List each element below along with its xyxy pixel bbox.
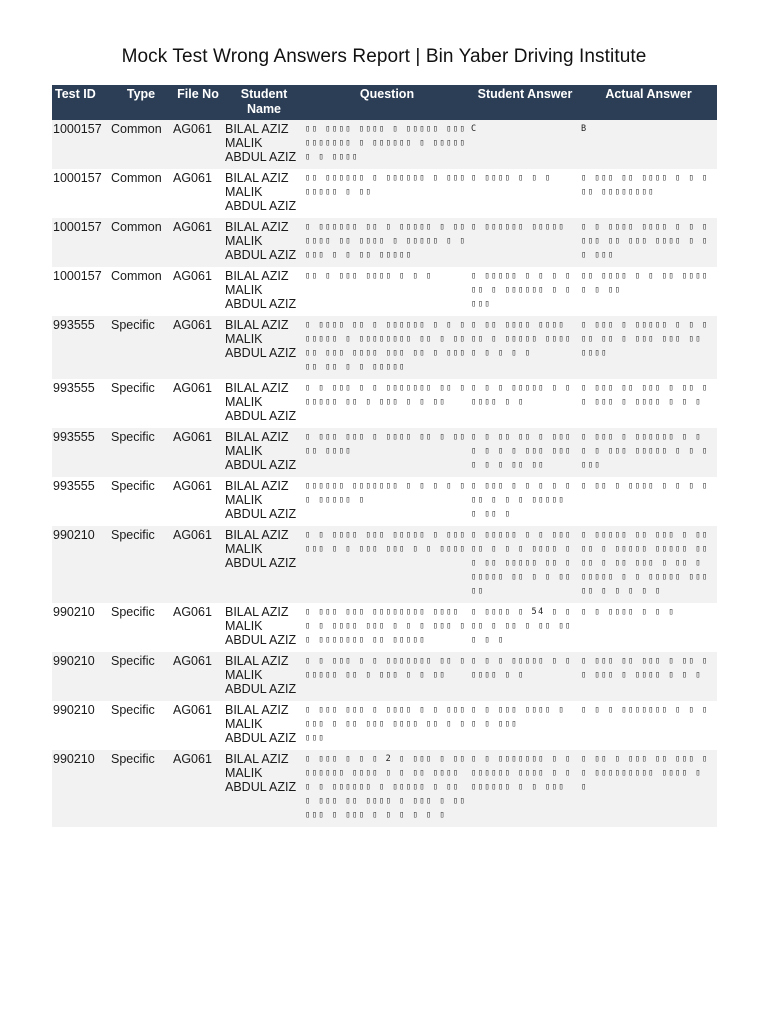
cell-file-no-text: AG061 <box>173 528 212 542</box>
cell-student-name-text: BILAL AZIZ MALIK ABDUL AZIZ <box>225 318 297 360</box>
cell-file-no <box>172 750 224 827</box>
cell-question <box>304 218 470 267</box>
cell-question-text: ▯ ▯▯▯▯▯▯ ▯▯ ▯ ▯▯▯▯▯ ▯ ▯▯▯▯▯▯ ▯▯ ▯▯▯▯ ▯ ▯▯▯▯▯ ▯ ▯▯▯▯ ▯ ▯ ▯▯ ▯▯▯▯▯ <box>305 222 467 260</box>
cell-actual-answer <box>580 428 717 477</box>
cell-student-answer <box>470 379 580 428</box>
table-row <box>52 379 717 428</box>
cell-type <box>110 526 172 603</box>
cell-file-no-text: AG061 <box>173 703 212 717</box>
cell-actual-answer-text: ▯ ▯▯▯ ▯▯ ▯▯▯▯ ▯ ▯ ▯ ▯▯ ▯▯▯▯▯▯▯▯ <box>581 173 709 197</box>
cell-type <box>110 603 172 652</box>
cell-type <box>110 701 172 750</box>
cell-student-name-text: BILAL AZIZ MALIK ABDUL AZIZ <box>225 171 297 213</box>
cell-file-no-text: AG061 <box>173 318 212 332</box>
cell-student-name-text: BILAL AZIZ MALIK ABDUL AZIZ <box>225 703 297 745</box>
table-row <box>52 218 717 267</box>
cell-type-text: Specific <box>111 605 155 619</box>
table-row <box>52 526 717 603</box>
cell-type-text: Specific <box>111 430 155 444</box>
table-row <box>52 477 717 526</box>
header-question: Question <box>304 85 470 120</box>
table-row <box>52 652 717 701</box>
cell-actual-answer-text: ▯ ▯ ▯▯▯▯ ▯▯▯▯ ▯ ▯ ▯ ▯▯▯ ▯▯ ▯▯▯ ▯▯▯▯ ▯ ▯▯ ▯▯▯ <box>581 222 709 260</box>
cell-question-text: ▯ ▯▯▯ ▯▯▯ ▯ ▯▯▯▯ ▯ ▯ ▯▯▯▯▯▯ ▯ ▯▯ ▯▯▯ ▯▯▯▯ ▯▯ ▯ ▯ ▯▯▯ <box>305 705 467 743</box>
cell-question-text: ▯▯ ▯▯▯▯ ▯▯▯▯ ▯ ▯▯▯▯▯ ▯▯▯▯▯▯▯▯▯▯ ▯ ▯▯▯▯▯▯ ▯ ▯▯▯▯▯ ▯ ▯ ▯▯▯▯ <box>305 124 467 162</box>
cell-student-name-text: BILAL AZIZ MALIK ABDUL AZIZ <box>225 269 297 311</box>
cell-file-no <box>172 218 224 267</box>
cell-file-no <box>172 526 224 603</box>
cell-student-name-text: BILAL AZIZ MALIK ABDUL AZIZ <box>225 528 297 570</box>
cell-student-name-text: BILAL AZIZ MALIK ABDUL AZIZ <box>225 122 297 164</box>
cell-question <box>304 652 470 701</box>
cell-student-name <box>224 603 304 652</box>
cell-test-id <box>52 120 110 169</box>
cell-actual-answer <box>580 603 717 652</box>
cell-question <box>304 701 470 750</box>
cell-type <box>110 379 172 428</box>
cell-question-text: ▯▯ ▯ ▯▯▯ ▯▯▯▯ ▯ ▯ ▯ <box>305 271 433 281</box>
cell-type-text: Specific <box>111 318 155 332</box>
cell-question-text: ▯ ▯ ▯▯▯ ▯ ▯ ▯▯▯▯▯▯▯ ▯▯ ▯ ▯▯▯▯▯ ▯▯ ▯ ▯▯▯ ▯ ▯ ▯▯ <box>305 656 467 680</box>
cell-student-answer-text: ▯ ▯▯▯▯▯ ▯ ▯ ▯▯▯▯▯ ▯ ▯ ▯ ▯▯▯▯ ▯ ▯ ▯▯ ▯▯▯▯▯ ▯▯ ▯ ▯▯▯▯▯ ▯▯ ▯ ▯ ▯▯▯▯ <box>471 530 572 596</box>
cell-test-id <box>52 477 110 526</box>
cell-student-answer-text: ▯ ▯▯▯▯ ▯ 54 ▯ ▯ ▯▯ ▯ ▯▯ ▯ ▯▯ ▯▯▯ ▯ ▯ <box>471 607 572 645</box>
table-row <box>52 603 717 652</box>
cell-file-no <box>172 477 224 526</box>
cell-question-text: ▯ ▯ ▯▯▯ ▯ ▯ ▯▯▯▯▯▯▯ ▯▯ ▯ ▯▯▯▯▯ ▯▯ ▯ ▯▯▯ ▯ ▯ ▯▯ <box>305 383 467 407</box>
cell-type-text: Specific <box>111 703 155 717</box>
table-row <box>52 428 717 477</box>
cell-test-id-text: 990210 <box>53 605 95 619</box>
cell-actual-answer <box>580 169 717 218</box>
cell-test-id-text: 993555 <box>53 430 95 444</box>
cell-student-answer-text: ▯ ▯▯▯ ▯ ▯ ▯ ▯ ▯ ▯▯ ▯ ▯ ▯ ▯▯▯▯▯ ▯ ▯▯ ▯ <box>471 481 572 519</box>
cell-student-answer-text: ▯ ▯ ▯▯▯▯▯▯▯ ▯ ▯ ▯▯▯▯▯▯ ▯▯▯▯ ▯ ▯ ▯▯▯▯▯▯ ▯ ▯ ▯▯▯ <box>471 754 572 792</box>
cell-test-id <box>52 603 110 652</box>
cell-student-name <box>224 379 304 428</box>
cell-actual-answer <box>580 120 717 169</box>
cell-question-text: ▯ ▯▯▯ ▯▯▯ ▯ ▯▯▯▯ ▯▯ ▯ ▯▯ ▯▯ ▯▯▯▯ <box>305 432 467 456</box>
cell-question-text: ▯ ▯▯▯▯ ▯▯ ▯ ▯▯▯▯▯▯ ▯ ▯ ▯ ▯▯▯▯▯ ▯ ▯▯▯▯▯▯▯▯ ▯▯ ▯ ▯▯▯▯ ▯▯▯ ▯▯▯▯ ▯▯▯ ▯▯ ▯ ▯▯▯ ▯▯ ▯▯ ▯ ▯ ▯▯▯▯▯ <box>305 320 467 372</box>
cell-student-name <box>224 477 304 526</box>
cell-actual-answer <box>580 218 717 267</box>
cell-student-answer <box>470 701 580 750</box>
table-header <box>52 85 717 120</box>
table-row <box>52 169 717 218</box>
cell-file-no-text: AG061 <box>173 605 212 619</box>
cell-actual-answer-text: ▯ ▯▯ ▯ ▯▯▯▯ ▯ ▯ ▯ ▯ <box>581 481 709 491</box>
cell-question <box>304 120 470 169</box>
cell-test-id-text: 990210 <box>53 752 95 766</box>
cell-student-answer-text: ▯ ▯ ▯ ▯▯▯▯▯ ▯ ▯▯▯▯▯ ▯ ▯ <box>471 383 572 407</box>
cell-file-no-text: AG061 <box>173 171 212 185</box>
cell-actual-answer-text: ▯ ▯▯▯ ▯▯ ▯▯▯ ▯ ▯▯ ▯ ▯ ▯▯▯ ▯ ▯▯▯▯ ▯ ▯ ▯ <box>581 656 709 680</box>
cell-question <box>304 477 470 526</box>
cell-file-no <box>172 701 224 750</box>
cell-file-no <box>172 267 224 316</box>
cell-type <box>110 120 172 169</box>
cell-file-no-text: AG061 <box>173 381 212 395</box>
cell-student-answer <box>470 316 580 379</box>
cell-student-name-text: BILAL AZIZ MALIK ABDUL AZIZ <box>225 605 297 647</box>
cell-question <box>304 526 470 603</box>
table-body <box>52 120 717 827</box>
cell-student-name <box>224 218 304 267</box>
cell-test-id-text: 1000157 <box>53 269 102 283</box>
cell-student-answer <box>470 120 580 169</box>
cell-test-id-text: 990210 <box>53 703 95 717</box>
cell-question <box>304 316 470 379</box>
cell-type <box>110 316 172 379</box>
header-actual-answer: Actual Answer <box>580 85 717 120</box>
cell-actual-answer <box>580 379 717 428</box>
cell-student-answer <box>470 169 580 218</box>
cell-test-id-text: 993555 <box>53 479 95 493</box>
report-title: Mock Test Wrong Answers Report | Bin Yaber Driving Institute <box>121 46 647 67</box>
cell-test-id <box>52 267 110 316</box>
cell-type <box>110 477 172 526</box>
header-file-no: File No <box>172 85 224 120</box>
cell-student-answer <box>470 218 580 267</box>
cell-test-id <box>52 526 110 603</box>
cell-type <box>110 169 172 218</box>
cell-test-id <box>52 750 110 827</box>
cell-student-name-text: BILAL AZIZ MALIK ABDUL AZIZ <box>225 430 297 472</box>
cell-student-answer-text: ▯ ▯▯▯▯▯ ▯ ▯ ▯ ▯ ▯▯ ▯ ▯▯▯▯▯▯ ▯ ▯ ▯▯▯ <box>471 271 572 309</box>
cell-test-id <box>52 379 110 428</box>
cell-file-no <box>172 120 224 169</box>
cell-actual-answer <box>580 701 717 750</box>
cell-question <box>304 169 470 218</box>
cell-actual-answer-text: ▯ ▯▯▯ ▯ ▯▯▯▯▯ ▯ ▯ ▯▯▯ ▯▯ ▯ ▯▯▯ ▯▯▯ ▯▯ ▯▯▯▯ <box>581 320 709 358</box>
cell-question-text: ▯▯ ▯▯▯▯▯▯ ▯ ▯▯▯▯▯▯ ▯ ▯▯▯▯▯▯▯▯ ▯ ▯▯ <box>305 173 467 197</box>
cell-test-id-text: 993555 <box>53 318 95 332</box>
cell-type-text: Common <box>111 220 162 234</box>
cell-student-answer-text: ▯ ▯▯ ▯▯▯▯ ▯▯▯▯ ▯▯ ▯ ▯▯▯▯▯ ▯▯▯▯ ▯ ▯ ▯ ▯ ▯ <box>471 320 572 358</box>
wrong-answers-table <box>52 85 717 827</box>
cell-type <box>110 267 172 316</box>
cell-actual-answer-text: ▯ ▯▯▯ ▯▯ ▯▯▯ ▯ ▯▯ ▯ ▯ ▯▯▯ ▯ ▯▯▯▯ ▯ ▯ ▯ <box>581 383 709 407</box>
cell-type-text: Specific <box>111 381 155 395</box>
cell-type <box>110 652 172 701</box>
cell-test-id-text: 1000157 <box>53 220 102 234</box>
cell-student-answer <box>470 428 580 477</box>
cell-type-text: Common <box>111 269 162 283</box>
cell-student-name-text: BILAL AZIZ MALIK ABDUL AZIZ <box>225 220 297 262</box>
cell-actual-answer <box>580 316 717 379</box>
cell-actual-answer <box>580 267 717 316</box>
cell-test-id <box>52 316 110 379</box>
cell-type <box>110 218 172 267</box>
cell-type-text: Specific <box>111 752 155 766</box>
cell-student-answer <box>470 750 580 827</box>
cell-student-name <box>224 701 304 750</box>
cell-file-no <box>172 428 224 477</box>
cell-student-answer <box>470 603 580 652</box>
cell-file-no-text: AG061 <box>173 479 212 493</box>
cell-file-no <box>172 652 224 701</box>
cell-student-name <box>224 428 304 477</box>
cell-file-no <box>172 603 224 652</box>
table-row <box>52 267 717 316</box>
table-row <box>52 701 717 750</box>
cell-type-text: Specific <box>111 654 155 668</box>
cell-student-name <box>224 120 304 169</box>
cell-file-no-text: AG061 <box>173 752 212 766</box>
cell-file-no-text: AG061 <box>173 122 212 136</box>
cell-student-name <box>224 526 304 603</box>
cell-type-text: Specific <box>111 528 155 542</box>
cell-actual-answer-text: B <box>581 124 588 134</box>
table-row <box>52 120 717 169</box>
cell-actual-answer-text: ▯ ▯▯ ▯ ▯▯▯ ▯▯ ▯▯▯ ▯ ▯ ▯▯▯▯▯▯▯▯▯ ▯▯▯▯ ▯ ▯ <box>581 754 709 792</box>
cell-student-answer-text: ▯ ▯ ▯▯ ▯▯ ▯ ▯▯▯▯ ▯ ▯ ▯ ▯▯▯ ▯▯▯▯ ▯ ▯ ▯▯ ▯▯ <box>471 432 572 470</box>
cell-actual-answer-text: ▯ ▯ ▯ ▯▯▯▯▯▯▯ ▯ ▯ ▯ <box>581 705 709 715</box>
cell-actual-answer <box>580 526 717 603</box>
cell-student-name-text: BILAL AZIZ MALIK ABDUL AZIZ <box>225 654 297 696</box>
cell-question-text: ▯ ▯▯▯ ▯▯▯ ▯▯▯▯▯▯▯▯ ▯▯▯▯ ▯ ▯ ▯▯▯▯ ▯▯▯ ▯ ▯ ▯ ▯▯▯ ▯▯ ▯▯▯▯▯▯▯ ▯▯ ▯▯▯▯▯ <box>305 607 467 645</box>
cell-actual-answer-text: ▯ ▯▯▯▯▯ ▯▯ ▯▯▯ ▯ ▯▯▯▯ ▯ ▯▯▯▯▯ ▯▯▯▯▯ ▯▯▯▯ ▯ ▯▯ ▯▯▯ ▯ ▯▯ ▯ ▯▯▯▯▯ ▯ ▯ ▯▯▯▯▯ ▯▯▯▯▯ ▯ ▯ ▯ ▯ ▯ <box>581 530 709 596</box>
cell-student-name-text: BILAL AZIZ MALIK ABDUL AZIZ <box>225 752 297 794</box>
cell-actual-answer-text: ▯▯ ▯▯▯▯ ▯ ▯ ▯▯ ▯▯▯▯ ▯ ▯ ▯▯ <box>581 271 709 295</box>
cell-actual-answer <box>580 750 717 827</box>
cell-file-no-text: AG061 <box>173 269 212 283</box>
header-student-answer: Student Answer <box>470 85 580 120</box>
cell-student-answer <box>470 526 580 603</box>
cell-type-text: Common <box>111 171 162 185</box>
cell-question-text: ▯▯▯▯▯▯ ▯▯▯▯▯▯▯ ▯ ▯ ▯ ▯ ▯▯ ▯▯▯▯▯ ▯ <box>305 481 467 505</box>
cell-student-answer-text: C <box>471 124 478 134</box>
cell-student-name <box>224 267 304 316</box>
cell-student-answer-text: ▯ ▯ ▯▯▯ ▯▯▯▯ ▯ ▯ ▯ ▯▯▯ <box>471 705 566 729</box>
cell-file-no <box>172 169 224 218</box>
cell-student-answer-text: ▯ ▯▯▯▯▯▯ ▯▯▯▯▯ <box>471 222 566 232</box>
cell-actual-answer <box>580 477 717 526</box>
cell-student-name-text: BILAL AZIZ MALIK ABDUL AZIZ <box>225 381 297 423</box>
cell-question-text: ▯ ▯ ▯▯▯▯ ▯▯▯ ▯▯▯▯▯ ▯ ▯▯▯▯▯▯ ▯ ▯ ▯▯▯ ▯▯▯ ▯ ▯ ▯▯▯▯ <box>305 530 467 554</box>
table-row <box>52 750 717 827</box>
cell-question <box>304 603 470 652</box>
cell-file-no <box>172 379 224 428</box>
cell-test-id-text: 1000157 <box>53 122 102 136</box>
table-row <box>52 316 717 379</box>
cell-test-id <box>52 701 110 750</box>
cell-type <box>110 750 172 827</box>
cell-test-id-text: 990210 <box>53 528 95 542</box>
cell-student-name-text: BILAL AZIZ MALIK ABDUL AZIZ <box>225 479 297 521</box>
table-header-row <box>52 85 717 120</box>
cell-student-answer <box>470 267 580 316</box>
cell-student-name <box>224 750 304 827</box>
cell-test-id <box>52 428 110 477</box>
cell-actual-answer-text: ▯ ▯▯▯ ▯ ▯▯▯▯▯▯ ▯ ▯ ▯ ▯ ▯▯▯ ▯▯▯▯▯ ▯ ▯ ▯▯▯▯ <box>581 432 709 470</box>
header-type: Type <box>110 85 172 120</box>
cell-test-id-text: 990210 <box>53 654 95 668</box>
cell-test-id <box>52 169 110 218</box>
cell-file-no-text: AG061 <box>173 430 212 444</box>
cell-type <box>110 428 172 477</box>
cell-test-id <box>52 652 110 701</box>
cell-question <box>304 267 470 316</box>
cell-file-no-text: AG061 <box>173 220 212 234</box>
cell-student-name <box>224 652 304 701</box>
cell-student-answer <box>470 477 580 526</box>
cell-student-answer <box>470 652 580 701</box>
cell-type-text: Specific <box>111 479 155 493</box>
header-test-id: Test ID <box>52 85 110 120</box>
cell-question <box>304 428 470 477</box>
cell-student-answer-text: ▯ ▯▯▯▯ ▯ ▯ ▯ <box>471 173 552 183</box>
cell-actual-answer <box>580 652 717 701</box>
header-student-name: Student Name <box>224 85 304 120</box>
cell-student-name <box>224 316 304 379</box>
cell-question <box>304 750 470 827</box>
cell-student-answer-text: ▯ ▯ ▯ ▯▯▯▯▯ ▯ ▯▯▯▯▯ ▯ ▯ <box>471 656 572 680</box>
cell-test-id-text: 993555 <box>53 381 95 395</box>
cell-test-id-text: 1000157 <box>53 171 102 185</box>
cell-file-no <box>172 316 224 379</box>
cell-file-no-text: AG061 <box>173 654 212 668</box>
cell-type-text: Common <box>111 122 162 136</box>
cell-actual-answer-text: ▯ ▯ ▯▯▯▯ ▯ ▯ ▯ <box>581 607 676 617</box>
cell-question-text: ▯ ▯▯▯ ▯ ▯ ▯ 2 ▯ ▯▯▯ ▯ ▯▯▯▯▯▯▯▯ ▯▯▯▯ ▯ ▯ ▯▯ ▯▯▯▯ ▯ ▯ ▯▯▯▯▯▯ ▯ ▯▯▯▯▯ ▯ ▯▯ ▯ ▯▯▯ ▯▯ ▯▯▯▯ ▯ ▯▯▯ ▯ ▯▯▯▯▯ ▯ ▯▯▯ ▯ ▯ ▯ ▯ ▯ ▯ <box>305 754 467 820</box>
cell-question <box>304 379 470 428</box>
cell-student-name <box>224 169 304 218</box>
cell-test-id <box>52 218 110 267</box>
